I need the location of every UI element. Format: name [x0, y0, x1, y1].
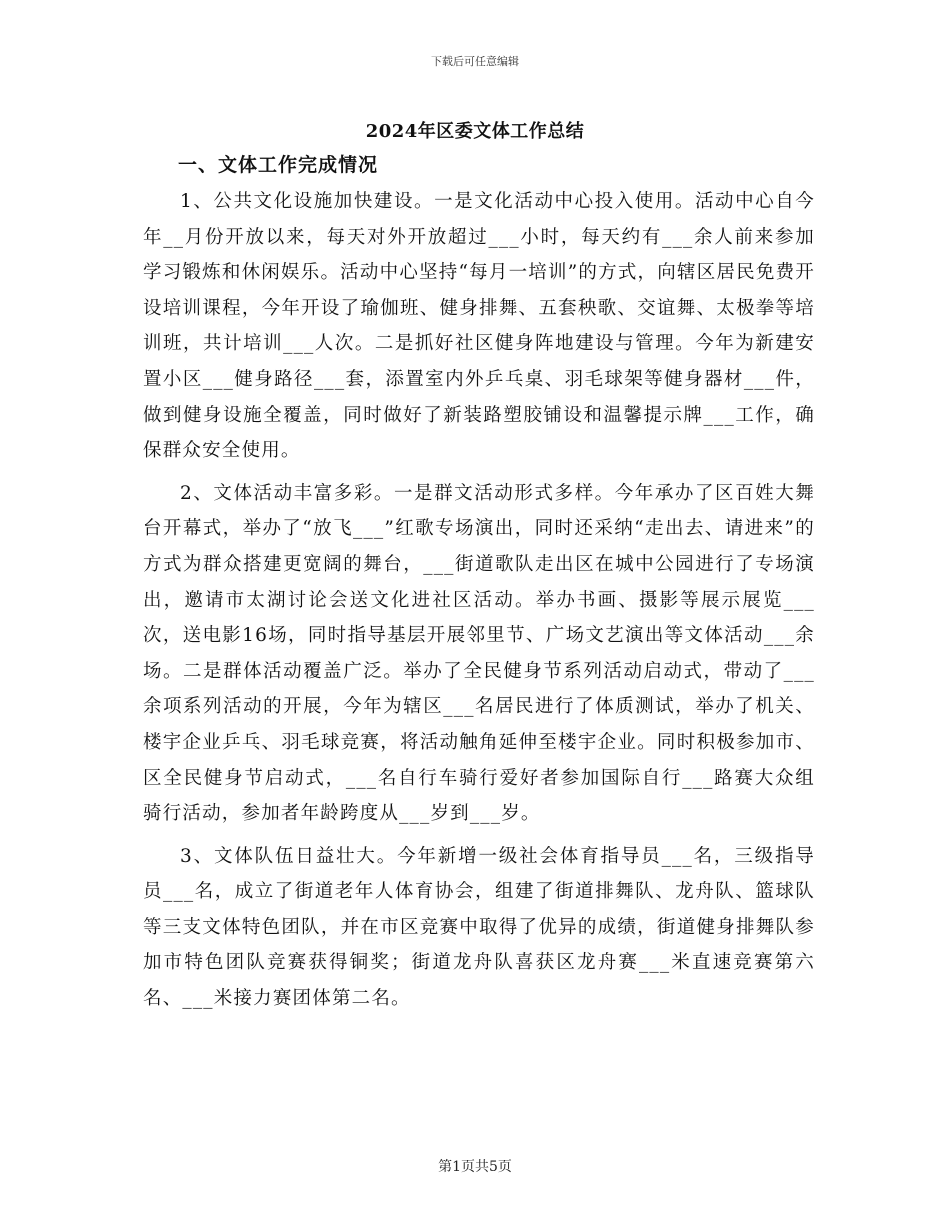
page-indicator: 第1页共5页 — [438, 1159, 512, 1175]
paragraph-public-facilities: 1、公共文化设施加快建设。一是文化活动中心投入使用。活动中心自今年__月份开放以来，每天对外开放超过___小时，每天约有___余人前来参加学习锻炼和休闲娱乐。活动中心坚持“每月一培训”的方式，向辖区居民免费开设培训课程，今年开设了瑜伽班、健身排舞、五套秧歌、交谊舞、太极拳等培训班，共计培训___人次。二是抓好社区健身阵地建设与管理。今年为新建安置小区___健身路径___套，添置室内外乒乓桌、羽毛球架等健身器材___件，做到健身设施全覆盖，同时做好了新装路塑胶铺设和温馨提示牌___工作，确保群众安全使用。 — [143, 191, 815, 462]
document-title: 2024年区委文体工作总结 — [365, 121, 585, 142]
header-note: 下载后可任意编辑 — [431, 55, 519, 68]
paragraph-cultural-activities: 2、文体活动丰富多彩。一是群文活动形式多样。今年承办了区百姓大舞台开幕式，举办了“放飞___”红歌专场演出，同时还采纳“走出去、请进来”的方式为群众搭建更宽阔的舞台，___街道歌队走出区在城中公园进行了专场演出，邀请市太湖讨论会送文化进社区活动。举办书画、摄影等展示展览___次，送电影16场，同时指导基层开展邻里节、广场文艺演出等文体活动___余场。二是群体活动覆盖广泛。举办了全民健身节系列活动启动式，带动了___余项系列活动的开展，今年为辖区___名居民进行了体质测试，举办了机关、楼宇企业乒乓、羽毛球竞赛，将活动触角延伸至楼宇企业。同时积极参加市、区全民健身节启动式，___名自行车骑行爱好者参加国际自行___路赛大众组骑行活动，参加者年龄跨度从___岁到___岁。 — [143, 482, 815, 825]
paragraph-sports-teams: 3、文体队伍日益壮大。今年新增一级社会体育指导员___名，三级指导员___名，成立了街道老年人体育协会，组建了街道排舞队、龙舟队、篮球队等三支文体特色团队，并在市区竞赛中取得了优异的成绩，街道健身排舞队参加市特色团队竞赛获得铜奖；街道龙舟队喜获区龙舟赛___米直速竞赛第六名、___米接力赛团体第二名。 — [143, 845, 815, 1010]
document-body — [143, 184, 815, 1017]
section-heading: 一、文体工作完成情况 — [178, 154, 379, 176]
